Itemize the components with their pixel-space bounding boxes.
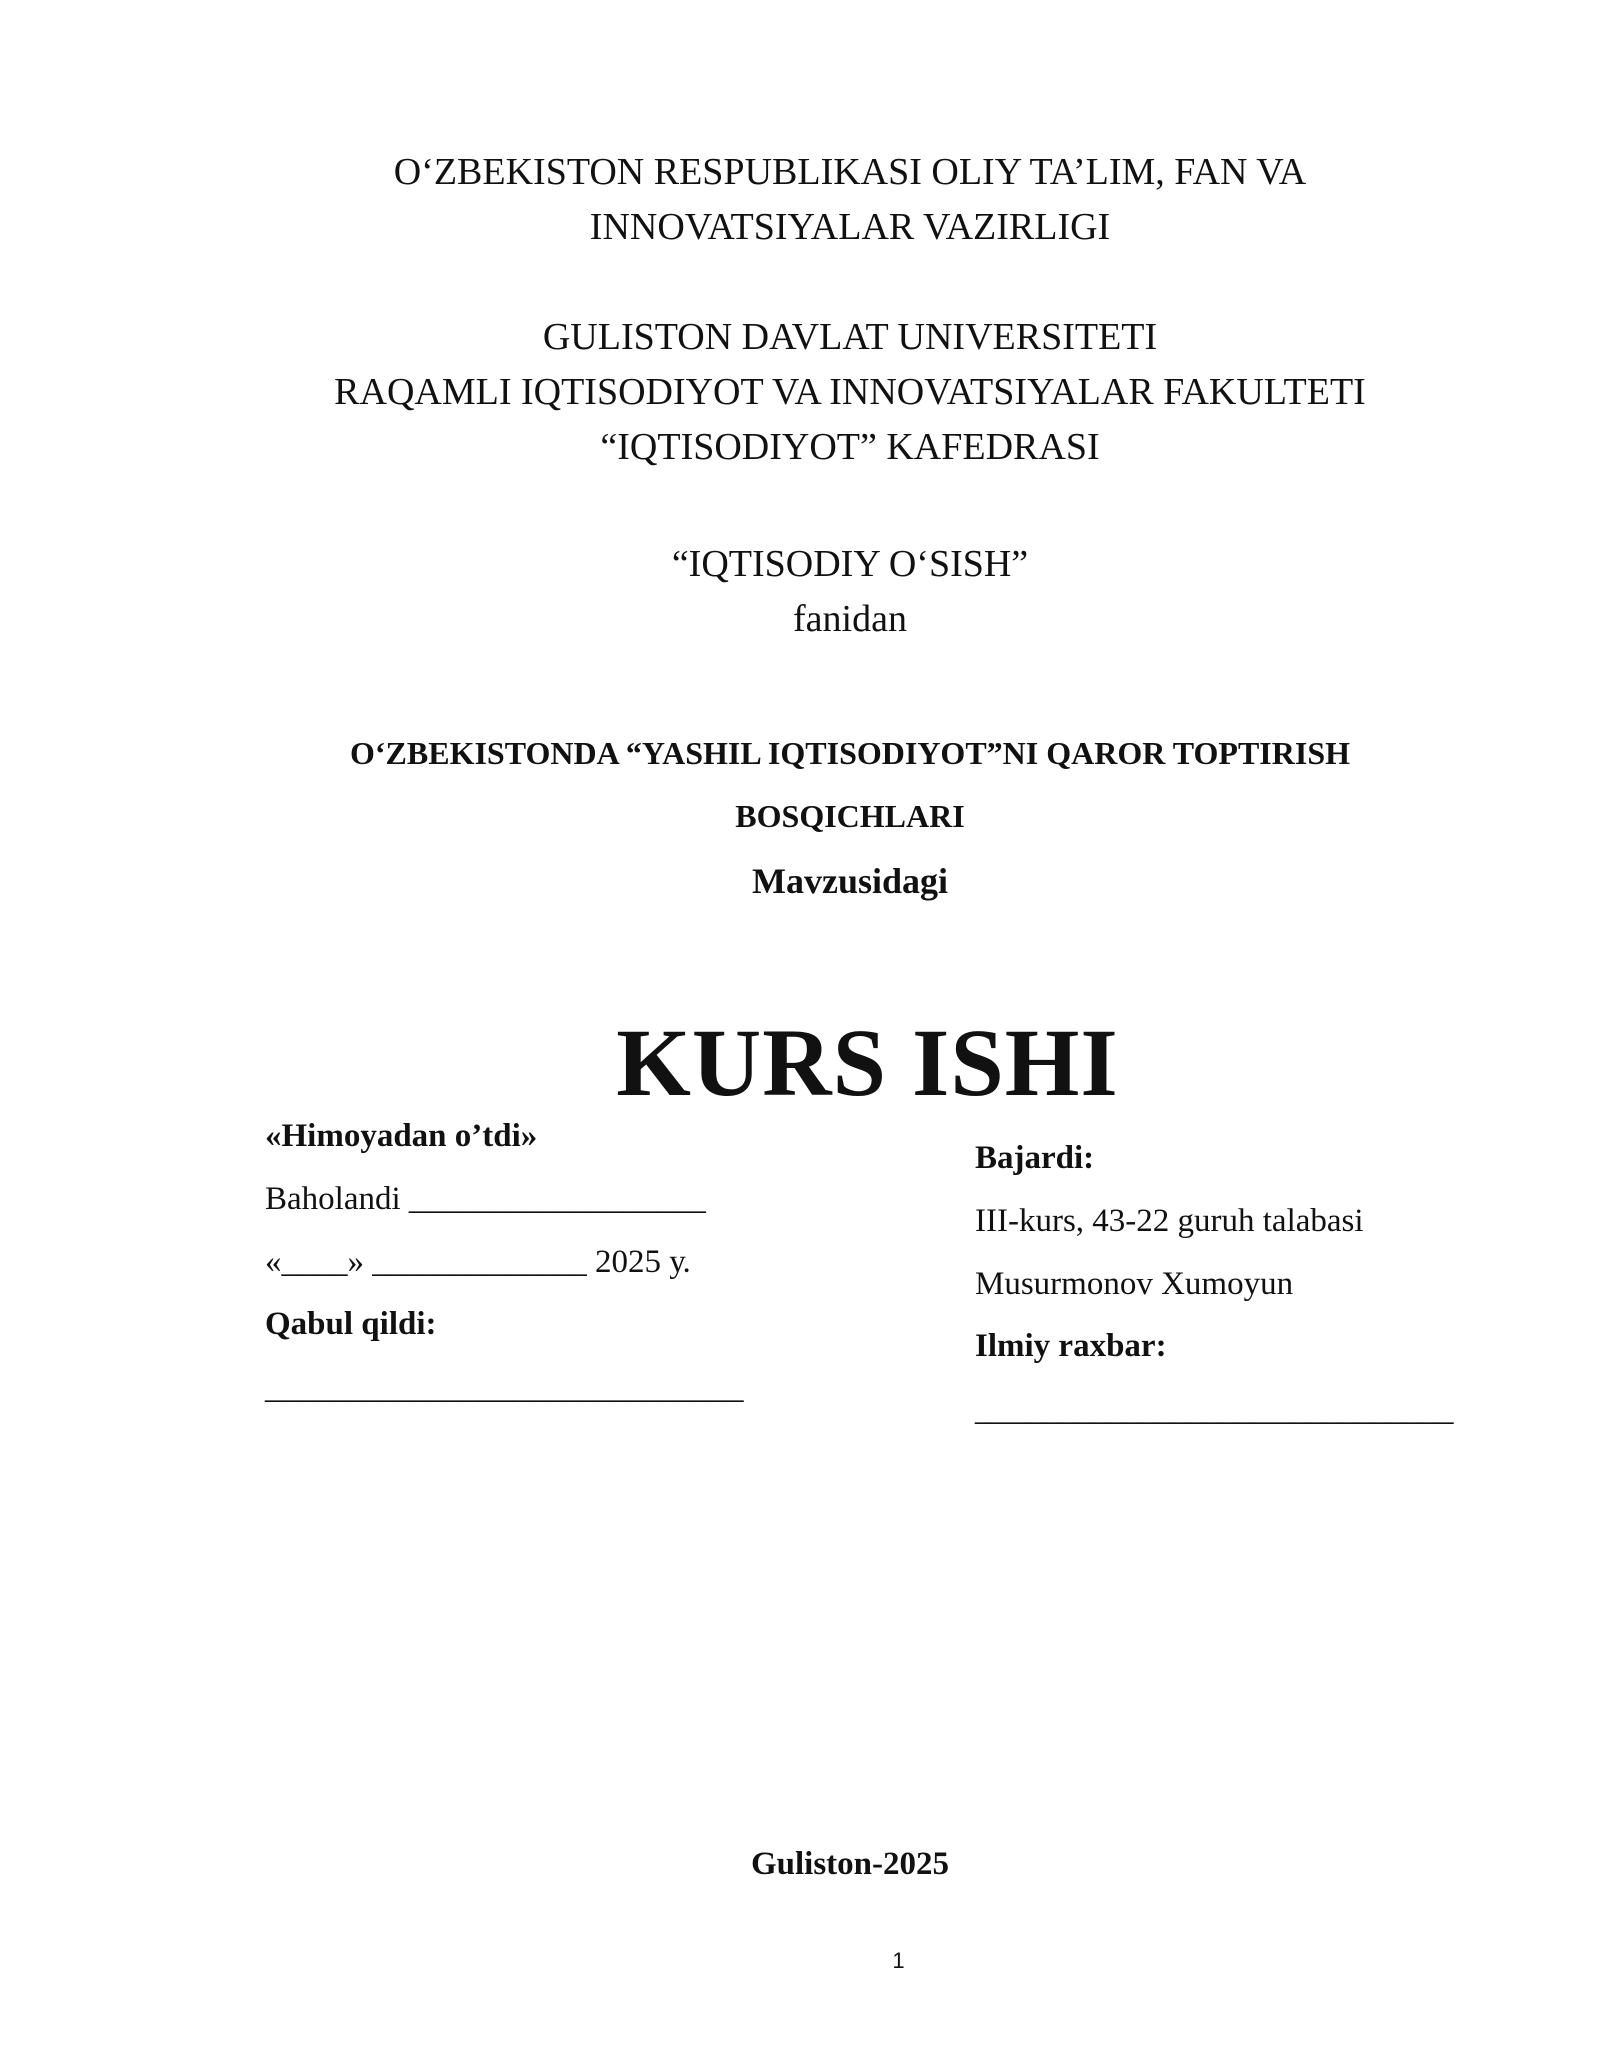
city-year: Guliston-2025 (750, 1846, 950, 1882)
author-group: III-kurs, 43-22 guruh talabasi (975, 1203, 1364, 1239)
author-name: Musurmonov Xumoyun (975, 1266, 1294, 1302)
author-heading: Bajardi: (975, 1140, 1095, 1176)
faculty-name: RAQAMLI IQTISODIYOT VA INNOVATSIYALAR FAKULTETI (334, 371, 1366, 413)
supervisor-heading: Ilmiy raxbar: (975, 1328, 1167, 1364)
page-number: 1 (892, 1948, 905, 1973)
document-title: KURS ISHI (616, 1009, 1119, 1116)
ministry-line-1: O‘ZBEKISTON RESPUBLIKASI OLIY TA’LIM, FAN VA (393, 151, 1307, 193)
graded-line: Baholandi __________________ (265, 1181, 706, 1217)
defense-date-line: «____» _____________ 2025 у. (265, 1244, 691, 1280)
topic-suffix: Mavzusidagi (751, 861, 948, 901)
ministry-line-2: INNOVATSIYALAR VAZIRLIGI (589, 206, 1111, 248)
subject-name: “IQTISODIY O‘SISH” (671, 543, 1029, 585)
accepted-heading: Qabul qildi: (265, 1306, 437, 1342)
topic-line-2: BOSQICHLARI (735, 798, 965, 834)
accepted-signature-line: _____________________________ (265, 1370, 744, 1406)
defense-heading: «Himoyadan o’tdi» (265, 1118, 538, 1154)
department-name: “IQTISODIYOT” KAFEDRASI (600, 426, 1100, 468)
topic-line-1: O‘ZBEKISTONDA “YASHIL IQTISODIYOT”NI QAROR TOPTIRISH (349, 735, 1350, 771)
subject-suffix: fanidan (793, 598, 907, 640)
supervisor-signature-line: _____________________________ (975, 1392, 1454, 1428)
university-name: GULISTON DAVLAT UNIVERSITETI (542, 316, 1158, 358)
